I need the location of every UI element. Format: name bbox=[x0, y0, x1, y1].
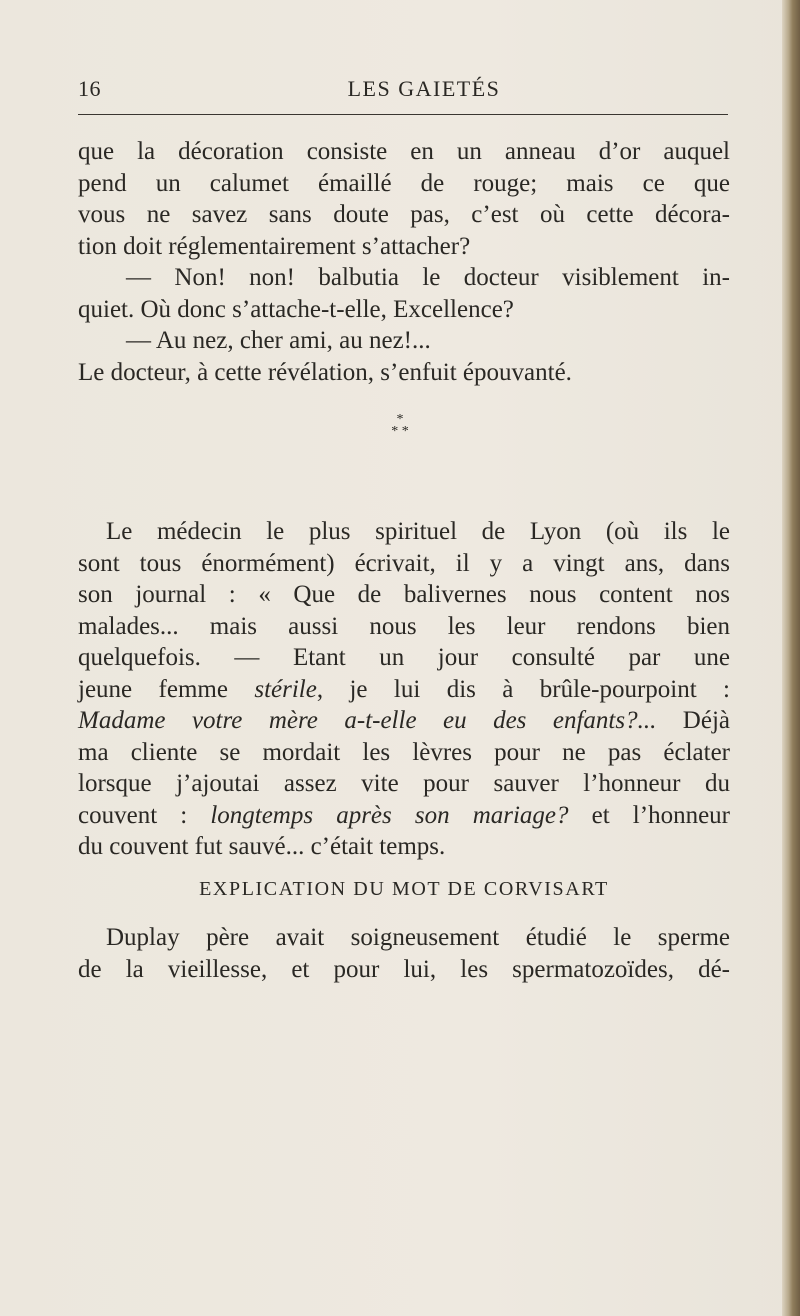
text-line: pend un calumet émaillé de rouge; mais ce que bbox=[78, 169, 730, 197]
text-line: Le médecin le plus spirituel de Lyon (où ils le bbox=[106, 518, 730, 545]
running-head bbox=[78, 72, 730, 112]
section-title: EXPLICATION DU MOT DE CORVISART bbox=[199, 878, 609, 900]
text-run: , je lui dis à brûle-pourpoint : bbox=[316, 675, 730, 703]
header-rule bbox=[78, 114, 728, 115]
text-line bbox=[78, 800, 730, 832]
italic-quote: Madame votre mère a-t-elle eu des enfants?... bbox=[78, 707, 657, 734]
text-run: jeune femme bbox=[78, 675, 255, 703]
paragraph-lyon-doctor bbox=[78, 516, 730, 863]
text-run: Déjà bbox=[656, 707, 731, 734]
text-line: vous ne savez sans doute pas, c’est où cette décora- bbox=[78, 201, 730, 228]
text-line: — Au nez, cher ami, au nez!... bbox=[126, 327, 431, 354]
paragraph-duplay bbox=[78, 922, 730, 985]
text-line: Duplay père avait soigneusement étudié le sperme bbox=[106, 924, 730, 951]
text-run: couvent : bbox=[78, 801, 211, 829]
page-number: 16 bbox=[78, 76, 101, 101]
text-line: de la vieillesse, et pour lui, les spermatozoïdes, dé- bbox=[78, 955, 730, 983]
text-line: — Non! non! balbutia le docteur visiblement in- bbox=[126, 264, 730, 291]
text-line: quelquefois. — Etant un jour consulté par une bbox=[78, 644, 730, 671]
text-line bbox=[78, 705, 730, 737]
page-edge-shadow bbox=[782, 0, 800, 1316]
text-run: et l’honneur bbox=[568, 801, 730, 829]
asterism-stars-bottom: * * bbox=[391, 424, 409, 439]
paragraph-decoration bbox=[78, 136, 730, 388]
text-line: Le docteur, à cette révélation, s’enfuit épouvanté. bbox=[78, 358, 572, 386]
running-title: LES GAIETÉS bbox=[347, 76, 501, 101]
text-line: du couvent fut sauvé... c’était temps. bbox=[78, 833, 446, 860]
italic-word: stérile bbox=[254, 675, 317, 703]
text-line: lorsque j’ajoutai assez vite pour sauver l’honneur du bbox=[78, 770, 730, 797]
italic-quote: longtemps après son mariage? bbox=[210, 801, 569, 829]
text-line: malades... mais aussi nous les leur rendons bien bbox=[78, 612, 730, 640]
text-line: sont tous énormément) écrivait, il y a vingt ans, dans bbox=[78, 549, 730, 577]
asterism bbox=[0, 414, 800, 438]
text-line: son journal : « Que de balivernes nous content nos bbox=[78, 581, 730, 608]
asterism-star-top: * bbox=[396, 412, 404, 427]
text-line: ma cliente se mordait les lèvres pour ne pas éclater bbox=[78, 738, 730, 766]
text-line bbox=[78, 674, 730, 706]
text-line: tion doit réglementairement s’attacher? bbox=[78, 232, 471, 260]
text-line: quiet. Où donc s’attache-t-elle, Excellence? bbox=[78, 295, 514, 323]
text-line: que la décoration consiste en un anneau d’or auquel bbox=[78, 138, 730, 165]
